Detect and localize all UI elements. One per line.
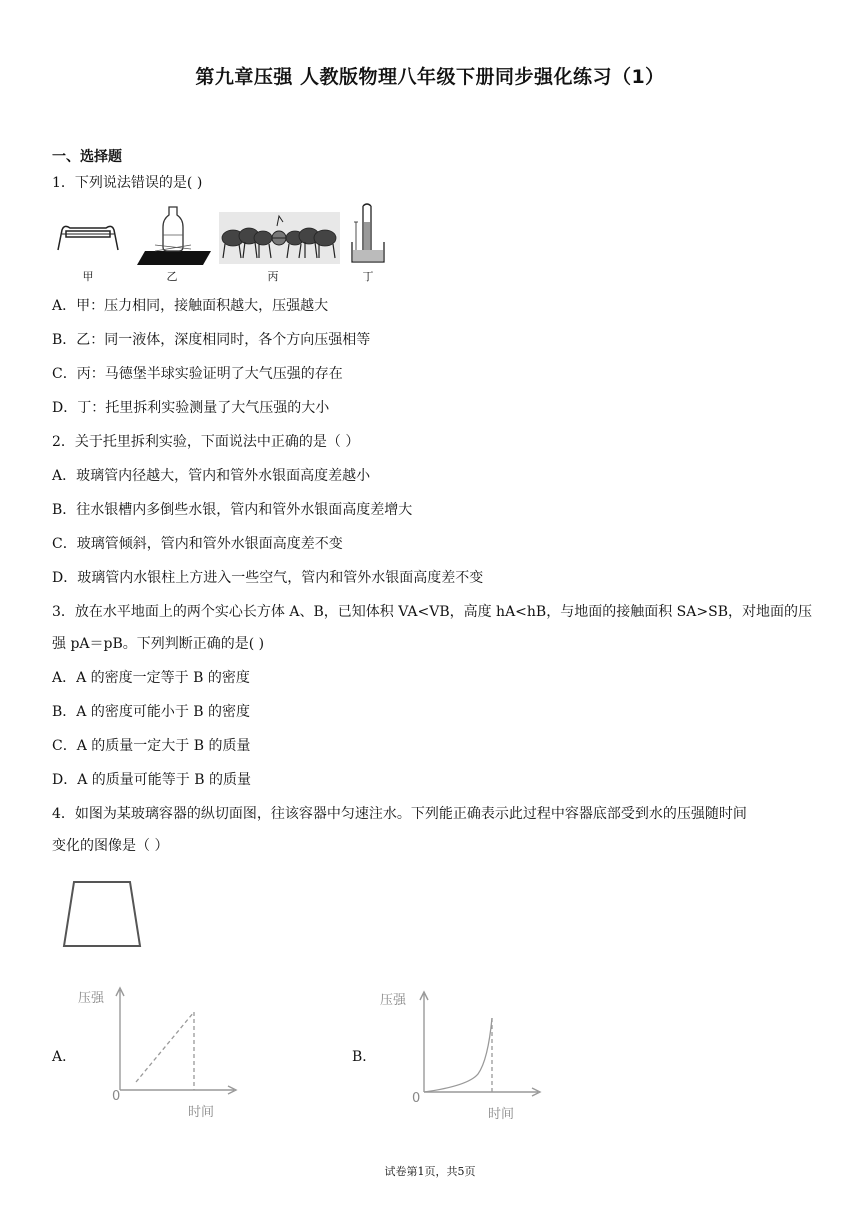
figure-ding [348, 204, 388, 266]
container-diagram [62, 878, 144, 950]
caption-ding: 丁 [362, 270, 374, 283]
question-1-option-d: D．丁：托里拆利实验测量了大气压强的大小 [52, 400, 330, 416]
question-1-option-c: C．丙：马德堡半球实验证明了大气压强的存在 [52, 366, 343, 382]
graph-a [76, 984, 246, 1124]
figure-yi [135, 205, 215, 267]
question-2-option-d: D．玻璃管内水银柱上方进入一些空气，管内和管外水银面高度差不变 [52, 570, 484, 586]
question-4-option-a-label: A． [52, 1049, 77, 1065]
graph-b [378, 988, 548, 1126]
section-heading: 一、选择题 [52, 149, 122, 165]
page-footer: 试卷第1页，共5页 [384, 1165, 476, 1178]
question-3-stem-line2: 强 pA＝pB。下列判断正确的是( ) [52, 636, 265, 652]
graph-b-origin: 0 [412, 1091, 421, 1106]
caption-yi: 乙 [166, 270, 178, 283]
question-1-stem: 1．下列说法错误的是( ) [52, 175, 203, 191]
question-1-option-a: A．甲：压力相同，接触面积越大，压强越大 [52, 298, 329, 314]
question-3-option-b: B．A 的密度可能小于 B 的密度 [52, 704, 251, 720]
question-3-option-d: D．A 的质量可能等于 B 的质量 [52, 772, 251, 788]
caption-bing: 丙 [267, 270, 279, 283]
graph-a-xlabel: 时间 [188, 1105, 215, 1120]
figure-bing [219, 212, 340, 264]
question-1-option-b: B．乙：同一液体，深度相同时，各个方向压强相等 [52, 332, 371, 348]
figure-jia [56, 222, 120, 252]
caption-jia: 甲 [82, 270, 94, 283]
question-3-option-a: A．A 的密度一定等于 B 的密度 [52, 670, 250, 686]
question-4-option-b-label: B． [352, 1049, 377, 1065]
question-2-option-a: A．玻璃管内径越大，管内和管外水银面高度差越小 [52, 468, 371, 484]
question-2-stem: 2．关于托里拆利实验，下面说法中正确的是（ ） [52, 434, 360, 450]
page-title: 第九章压强 人教版物理八年级下册同步强化练习（1） [195, 66, 665, 88]
question-2-option-b: B．往水银槽内多倒些水银，管内和管外水银面高度差增大 [52, 502, 413, 518]
graph-a-origin: 0 [112, 1089, 121, 1104]
question-3-stem-line1: 3．放在水平地面上的两个实心长方体 A、B，已知体积 VA<VB，高度 hA<hB，与地面的接触面积 SA>SB，对地面的压 [52, 604, 812, 620]
question-3-option-c: C．A 的质量一定大于 B 的质量 [52, 738, 251, 754]
question-4-stem-line2: 变化的图像是（ ） [52, 838, 169, 854]
question-4-stem-line1: 4．如图为某玻璃容器的纵切面图，往该容器中匀速注水。下列能正确表示此过程中容器底部受到水的压强随时间 [52, 806, 747, 822]
question-2-option-c: C．玻璃管倾斜，管内和管外水银面高度差不变 [52, 536, 343, 552]
graph-b-xlabel: 时间 [488, 1107, 515, 1122]
graph-b-ylabel: 压强 [380, 993, 407, 1008]
graph-a-ylabel: 压强 [78, 991, 105, 1006]
